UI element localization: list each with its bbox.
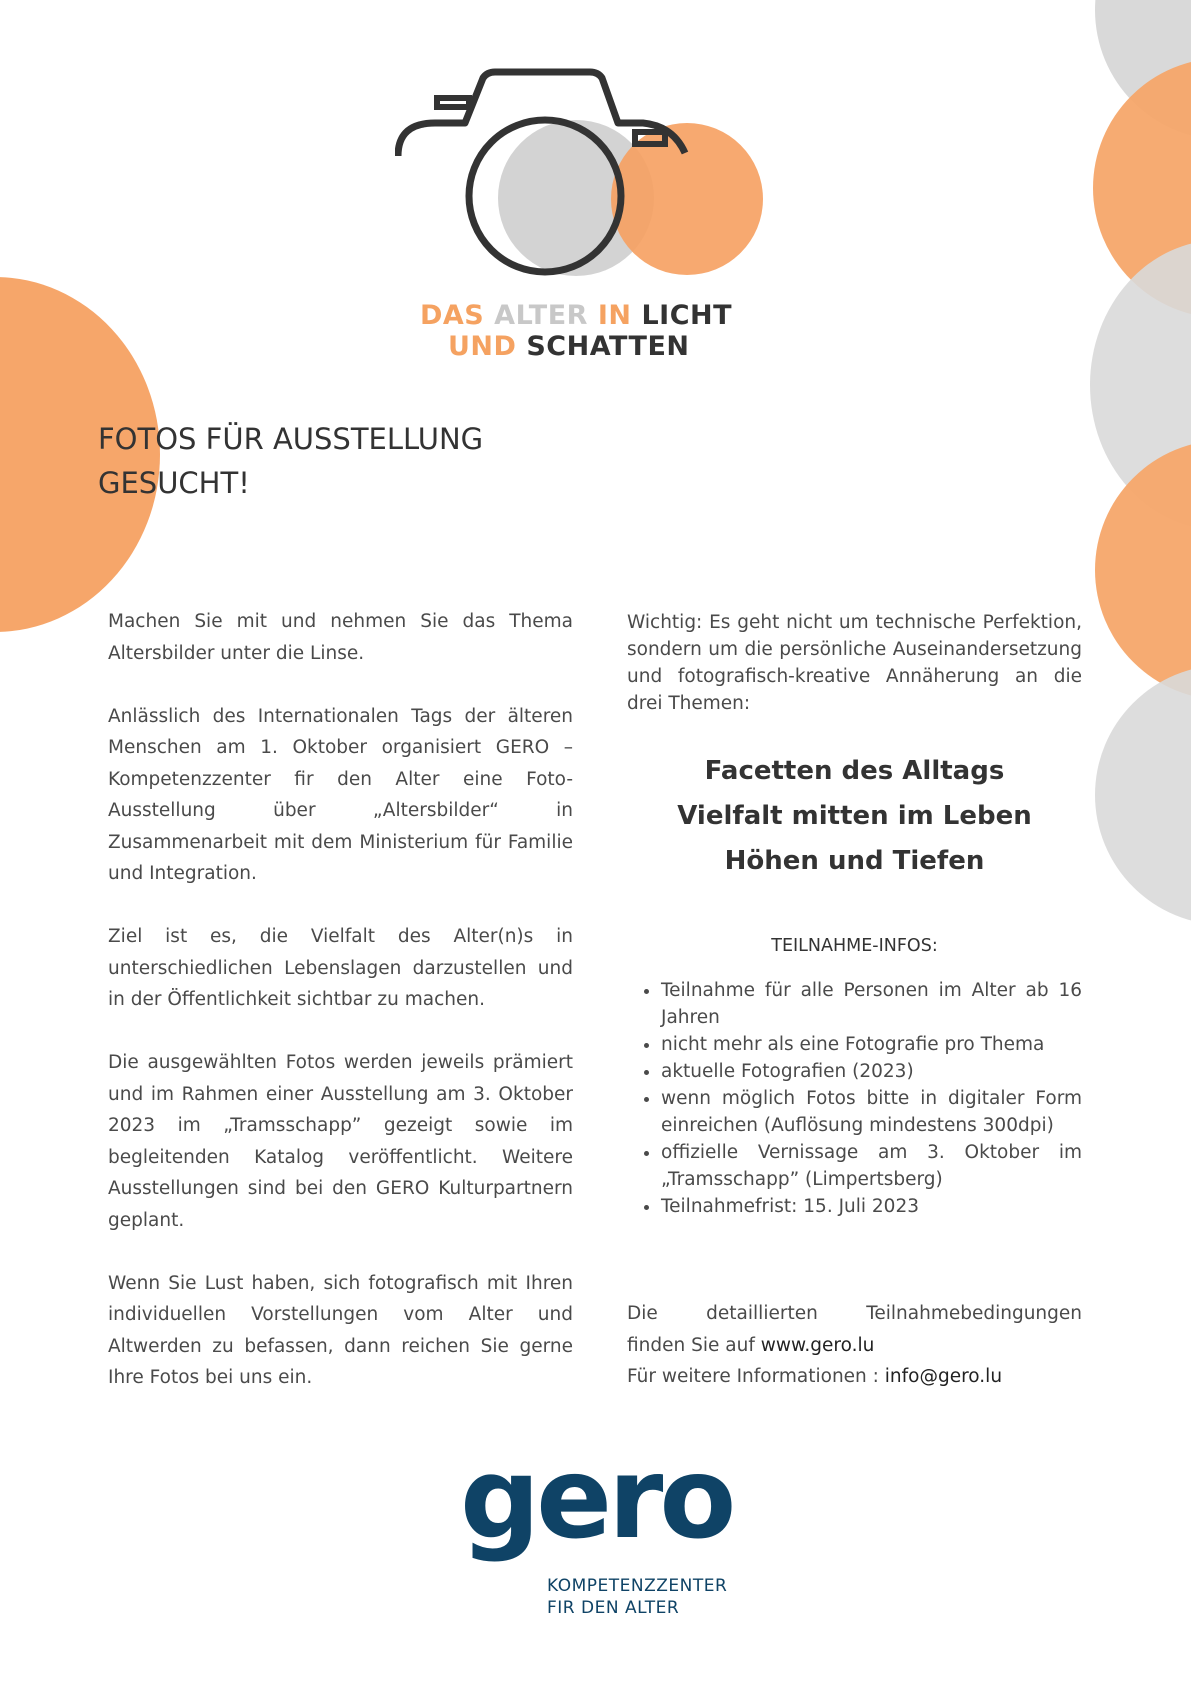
list-item: • Teilnahme für alle Personen im Alter ab 16 Jahren [661, 977, 1082, 1031]
info-heading: TEILNAHME-INFOS: [771, 936, 938, 956]
list-item: • nicht mehr als eine Fotografie pro Thema [661, 1031, 1082, 1058]
details-prefix: finden Sie auf [627, 1334, 761, 1356]
right-column-intro [627, 609, 1082, 717]
details-line-3 [627, 1361, 1082, 1393]
headline-line-1: FOTOS FÜR AUSSTELLUNG [98, 422, 484, 456]
paragraph-2: Anlässlich des Internationalen Tags der älteren Menschen am 1. Oktober organisiert GERO – Kompetenzzenter fir den Alter eine Foto-Ausstellung über „Altersbilder“ in Zusammenarbeit mit dem Ministerium für Familie und Integration. [108, 705, 573, 884]
email-link[interactable]: info@gero.lu [884, 1366, 1003, 1387]
left-column [108, 606, 573, 1425]
gero-subtitle [547, 1575, 727, 1619]
list-item: • wenn möglich Fotos bitte in digitaler Form einreichen (Auflösung mindestens 300dpi) [661, 1085, 1082, 1139]
logo-word-das: DAS [420, 300, 485, 331]
logo-word-und: UND [448, 331, 517, 362]
contact-prefix: Für weitere Informationen : [627, 1366, 885, 1387]
theme-1: Facetten des Alltags [704, 756, 1005, 786]
theme-3: Höhen und Tiefen [724, 846, 985, 876]
headline-line-2: GESUCHT! [98, 466, 250, 500]
camera-logo-icon [395, 68, 795, 283]
logo-word-licht: LICHT [641, 300, 733, 331]
logo-word-schatten: SCHATTEN [526, 331, 690, 362]
theme-2: Vielfalt mitten im Leben [677, 801, 1032, 831]
info-list [627, 977, 1082, 1220]
decor-circle-right-orange-2 [1095, 440, 1191, 700]
gero-wordmark: gero [460, 1434, 733, 1564]
list-item: • aktuelle Fotografien (2023) [661, 1058, 1082, 1085]
headline [98, 417, 618, 505]
paragraph-5: Wenn Sie Lust haben, sich fotografisch mit Ihren individuellen Vorstellungen vom Alter und Altwerden zu befassen, dann reichen Sie gerne Ihre Fotos bei uns ein. [108, 1272, 573, 1388]
list-item: • offizielle Vernissage am 3. Oktober im „Tramsschapp” (Limpertsberg) [661, 1139, 1082, 1193]
logo-title [420, 300, 750, 362]
paragraph-3: Ziel ist es, die Vielfalt des Alter(n)s in unterschiedlichen Lebenslagen darzustellen und in der Öffentlichkeit sichtbar zu machen. [108, 926, 573, 1010]
website-link[interactable]: www.gero.lu [760, 1334, 875, 1356]
gero-subtitle-line-1: KOMPETENZZENTER [547, 1576, 728, 1596]
logo-word-in: IN [597, 300, 632, 331]
paragraph-4: Die ausgewählten Fotos werden jeweils prämiert und im Rahmen einer Ausstellung am 3. Oktober 2023 im „Tramsschapp” gezeigt sowie im begleitenden Katalog veröffentlicht. Weitere Ausstellungen sind bei den GERO Kulturpartnern geplant. [108, 1052, 573, 1231]
gero-subtitle-line-2: FIR DEN ALTER [547, 1598, 680, 1618]
logo-word-alter: ALTER [494, 300, 588, 331]
gero-logo [460, 1434, 740, 1625]
paragraph-1: Machen Sie mit und nehmen Sie das Thema Altersbilder unter die Linse. [108, 611, 573, 664]
details-line-2 [627, 1330, 1082, 1362]
intro-text: Wichtig: Es geht nicht um technische Perfektion, sondern um die persönliche Auseinandersetzung und fotografisch-kreative Annäherung an die drei Themen: [627, 612, 1082, 714]
decor-circle-right-gray-3 [1095, 665, 1191, 925]
details-line-1: Die detaillierten Teilnahmebedingungen [627, 1303, 1082, 1324]
themes-list [627, 749, 1082, 884]
details-block [627, 1298, 1082, 1393]
list-item: • Teilnahmefrist: 15. Juli 2023 [661, 1193, 1082, 1220]
